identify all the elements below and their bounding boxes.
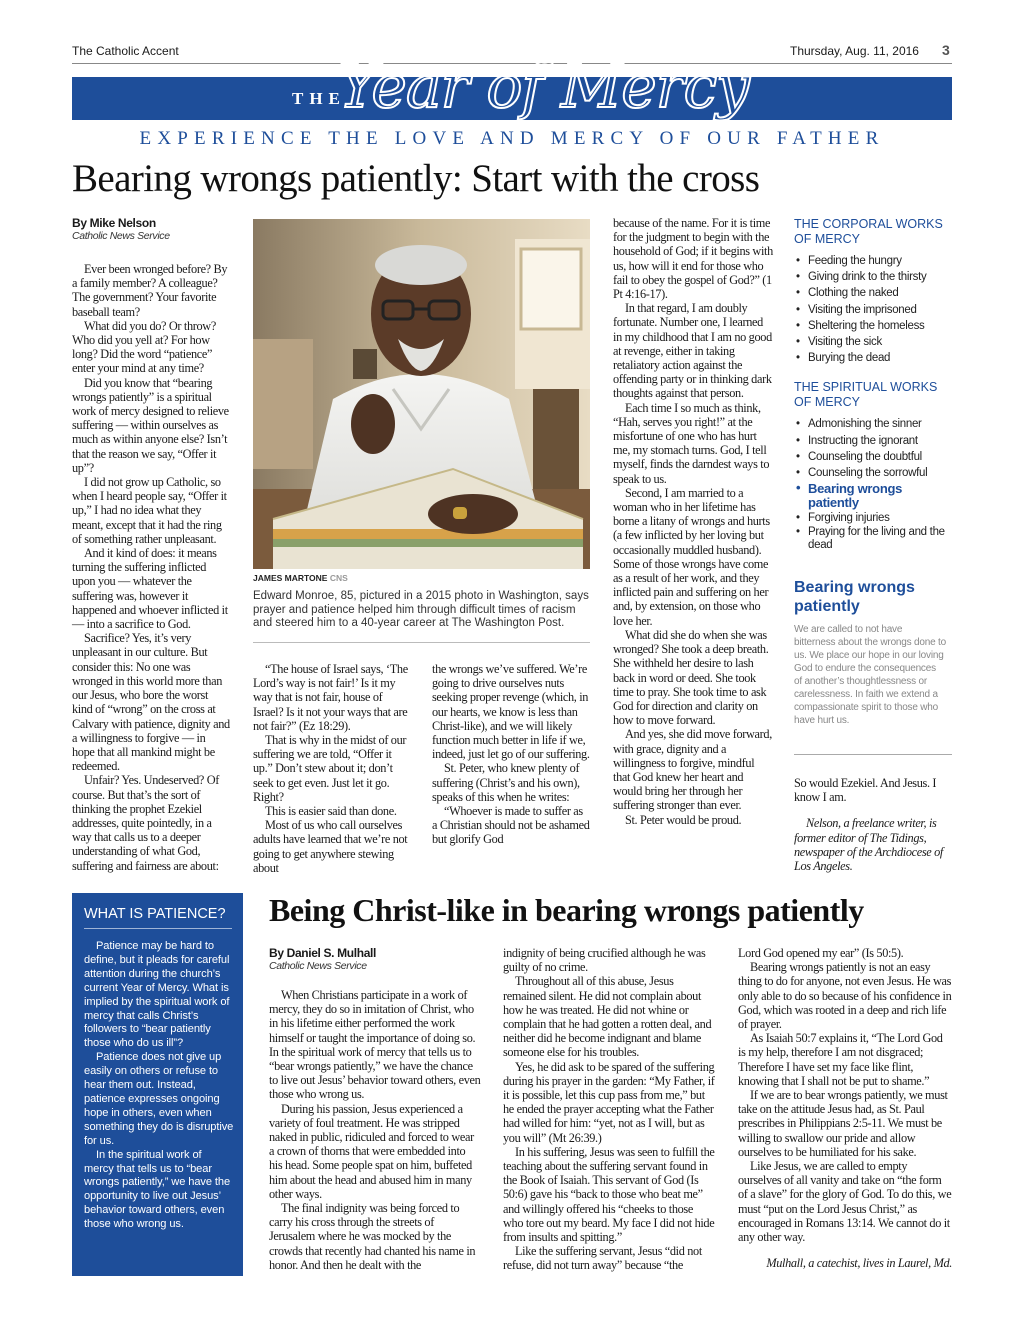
- list-item: • Counseling the sorrowful: [794, 465, 954, 481]
- article2-column-1: [269, 946, 481, 1272]
- list-item: • Sheltering the homeless: [794, 318, 954, 334]
- paragraph: St. Peter would be proud.: [625, 812, 742, 827]
- paragraph: Lord God opened my ear” (Is 50:5).: [738, 946, 904, 960]
- list-item: • Clothing the naked: [794, 285, 954, 301]
- paragraph: When Christians participate in a work of mercy, they do so in imitation of Christ, who in his lifetime either performed the work himself or taught the importance of doing so. In the spiritual work of mercy that tells us to “bear wrongs patiently,” we have the chance to live out Jesus’ behavior toward others, even those who wrong us.: [269, 988, 481, 1102]
- list-item: • Praying for the living and the dead: [794, 526, 954, 552]
- article2-column-2: [503, 946, 715, 1273]
- spiritual-works-title: THE SPIRITUAL WORKS OF MERCY: [794, 380, 938, 410]
- list-item: • Admonishing the sinner: [794, 416, 954, 432]
- publication-name: The Catholic Accent: [72, 44, 179, 58]
- paragraph: And it kind of does: it means turning the suffering inflicted upon you — whatever the suffering was, however it happened and whoever inflicted it — into a sacrifice to God.: [72, 546, 228, 632]
- paragraph: That is why in the midst of our suffering we are told, “Offer it up.” Don’t stew about it; don’t seek to get even. Just let it go. Right?: [253, 733, 407, 804]
- photo-illustration: [253, 219, 590, 569]
- list-item: • Counseling the doubtful: [794, 449, 954, 465]
- list-item: • Forgiving injuries: [794, 510, 954, 526]
- paragraph: What did she do when she was wronged? She took a deep breath. She withheld her desire to lash back in word or deed. She took time to pray. She took time to ask God for direction and clarity on how to move forward.: [613, 627, 769, 728]
- paragraph: Most of us who call ourselves adults have learned that we’re not going to get anywhere stewing about: [253, 818, 408, 875]
- paragraph: indignity of being crucified although he was guilty of no crime.: [503, 946, 706, 975]
- list-item: • Feeding the hungry: [794, 253, 954, 269]
- paragraph: Like the suffering servant, Jesus “did not refuse, did not turn away” because “the: [503, 1244, 702, 1273]
- list-item: • Visiting the imprisoned: [794, 302, 954, 318]
- spiritual-works-list: [794, 416, 954, 552]
- feature-text: We are called to not have bitterness about the wrongs done to us. We place our hope in our loving God to endure the consequences of another’s thoughtlessness or carelessness. In faith we extend a compassionate spirit to those who have hurt us.: [794, 624, 946, 727]
- paragraph: Throughout all of this abuse, Jesus remained silent. He did not complain about how he was treated. He did not whine or complain that he had gotten a rotten deal, and neither did he become indignant and blame someone else for his troubles.: [503, 974, 712, 1060]
- sidebar-rule: [794, 754, 952, 755]
- paragraph: Yes, he did ask to be spared of the suffering during his prayer in the garden: “My Father, if it is possible, let this cup pass from me,” but he ended the prayer accepting what the Father had willed for him: “yet, not as I will, but as you will” (Mt 26:39.): [503, 1059, 715, 1145]
- paragraph: Sacrifice? Yes, it’s very unpleasant in our culture. But consider this: No one was wronged in this world more than our Jesus, who bore the worst kind of “wrong” on the cross at Calvary with patience, dignity and a willingness to forgive — in hope that all mankind might be redeemed.: [72, 631, 230, 774]
- article2-affiliation: Catholic News Service: [269, 960, 367, 972]
- list-item: • Instructing the ignorant: [794, 433, 954, 449]
- article1-column-2: [253, 662, 411, 875]
- author-bio: Mulhall, a catechist, lives in Laurel, Md.: [766, 1256, 952, 1271]
- patience-box-title: WHAT IS PATIENCE?: [84, 906, 226, 922]
- article2-column-3: [738, 946, 952, 1270]
- paragraph: Ever been wronged before? By a family member? A colleague? The government? Your favorite baseball team?: [72, 262, 228, 319]
- list-item-highlighted: • Bearing wrongs patiently: [794, 481, 954, 510]
- list-item: • Burying the dead: [794, 350, 954, 366]
- photo-credit: [253, 573, 348, 583]
- article1-headline: Bearing wrongs patiently: Start with the cross: [72, 157, 760, 200]
- paragraph: So would Ezekiel. And Jesus. I know I am.: [794, 776, 937, 805]
- issue-date: Thursday, Aug. 11, 2016: [790, 44, 919, 58]
- paragraph: Patience does not give up easily on others or refuse to hear them out. Instead, patience expresses ongoing hope in others, even when something they do is disruptive for us.: [84, 1051, 234, 1147]
- paragraph: the wrongs we’ve suffered. We’re going to drive ourselves nuts seeking proper revenge (which, in our hearts, we know is less than Christ-like), and we will likely function much better in life if we, indeed, just let go of our suffering.: [432, 662, 590, 762]
- photo-credit-name: JAMES MARTONE: [253, 573, 328, 583]
- article1-column-1: [72, 216, 230, 873]
- corporal-works-list: [794, 253, 954, 366]
- article2-headline: Being Christ-like in bearing wrongs patiently: [269, 892, 864, 928]
- paragraph: because of the name. For it is time for the judgment to begin with the household of God; if it begins with us, how will it end for those who fail to obey the gospel of God?” (1 Pt 4:16-17).: [613, 216, 773, 302]
- paragraph: In his suffering, Jesus was seen to fulfill the teaching about the suffering servant found in the Book of Isaiah. This servant of God (Is 50:6) gave his “back to those who beat me” and willingly offered his “cheeks to those who tore out my beard. My face I did not hide from insults and spitting.”: [503, 1144, 715, 1245]
- corporal-works-title: THE CORPORAL WORKS OF MERCY: [794, 217, 943, 246]
- paragraph: Did you know that “bearing wrongs patiently” is a spiritual work of mercy designed to relieve suffering — within ourselves as much as within anyone else? Isn’t that the reason we say, “Offer it up”?: [72, 375, 229, 475]
- feature-title: Bearing wrongs patiently: [794, 579, 915, 616]
- banner-script-title: Year of Mercy: [338, 52, 749, 122]
- patience-box-text: [84, 940, 234, 1232]
- article1-column-4: [613, 216, 773, 827]
- article2-byline: By Daniel S. Mulhall: [269, 946, 377, 960]
- paragraph: “The house of Israel says, ‘The Lord’s way is not fair!’ Is it my way that is not fair, house of Israel? Is it not your ways that are not fair?” (Ez 18:29).: [253, 662, 408, 733]
- author-bio: Nelson, a freelance writer, is former editor of The Tidings, newspaper of the Archdiocese of Los Angeles.: [794, 816, 943, 874]
- banner-tagline: EXPERIENCE THE LOVE AND MERCY OF OUR FATHER: [139, 128, 885, 149]
- page-number: 3: [942, 42, 950, 58]
- patience-box-rule: [84, 928, 232, 929]
- paragraph: What did you do? Or throw? Who did you yell at? For how long? Did the word “patience” enter your mind at any time?: [72, 318, 216, 376]
- paragraph: During his passion, Jesus experienced a variety of foul treatment. He was stripped naked in public, ridiculed and forced to wear a crown of thorns that were embedded into his head. Some people spat on him, buffeted him about the head and abused him in many other ways.: [269, 1101, 474, 1201]
- paragraph: The final indignity was being forced to carry his cross through the streets of Jerusalem where he was mocked by the crowds that recently had chanted his name in honor. And then he dealt with the: [269, 1201, 476, 1272]
- paragraph: I did not grow up Catholic, so when I heard people say, “Offer it up,” I had no idea what they meant, except that it had the ring of something rather unpleasant.: [72, 475, 227, 546]
- list-item: • Visiting the sick: [794, 334, 954, 350]
- caption-rule: [253, 642, 590, 643]
- works-of-mercy-sidebar: [794, 217, 954, 727]
- paragraph: St. Peter, who knew plenty of suffering (Christ’s and his own), speaks of this when he writes:: [432, 761, 580, 804]
- banner-the: THE: [292, 89, 346, 108]
- paragraph: In the spiritual work of mercy that tells us to “bear wrongs patiently,” we have the opportunity to live out Jesus’ behavior toward others, even those who wrong us.: [84, 1148, 231, 1231]
- paragraph: Each time I so much as think, “Hah, serves you right!” at the misfortune of one who has hurt me, my stomach turns. God, I tell myself, finds the darndest ways to speak to us.: [613, 400, 770, 486]
- paragraph: Second, I am married to a woman who in her lifetime has borne a litany of wrongs and hurts (a few inflicted by her loving but occasionally muddled husband). Some of those wrongs have come as a result of her work, and they inflicted pain and suffering on her and, by extension, on those who love her.: [613, 485, 770, 628]
- list-item: • Giving drink to the thirsty: [794, 269, 954, 285]
- article1-column-3: [432, 662, 590, 847]
- paragraph: Bearing wrongs patiently is not an easy thing to do for anyone, not even Jesus. He was only able to do so because of his confidence in God, which was rooted in a deep and rich life of prayer.: [738, 960, 952, 1032]
- photo-caption: Edward Monroe, 85, pictured in a 2015 photo in Washington, says prayer and patience helped him through difficult times of racism and steered him to a 40-year career at The Washington Post.: [253, 590, 589, 629]
- paragraph: Patience may be hard to define, but it pleads for careful attention during the church’s current Year of Mercy. What is implied by the spiritual work of mercy that calls Christ’s followers to “bear patiently those who do us ill”?: [84, 940, 230, 1050]
- paragraph: And yes, she did move forward, with grace, dignity and a willingness to forgive, mindful that God knew her heart and would bring her through her suffering stronger than ever.: [613, 727, 772, 813]
- paragraph: This is easier said than done.: [265, 804, 397, 819]
- paragraph: Unfair? Yes. Undeserved? Of course. But that’s the sort of thinking the prophet Ezekiel addresses, quite pointedly, in a way that calls us to a deeper understanding of what God, suffering and fairness are about:: [72, 773, 219, 873]
- paragraph: As Isaiah 50:7 explains it, “The Lord God is my help, therefore I am not disgraced; Therefore I have set my face like flint, knowing that I shall not be put to shame.”: [738, 1031, 943, 1088]
- edward-monroe-photo: [253, 219, 590, 569]
- paragraph: Like Jesus, we are called to empty ourselves of all vanity and take on “the form of a slave” for the glory of God. To do this, we must “put on the Lord Jesus Christ,” as encouraged in Romans 13:14. We cannot do it any other way.: [738, 1159, 952, 1245]
- article1-affiliation: Catholic News Service: [72, 230, 170, 242]
- paragraph: In that regard, I am doubly fortunate. Number one, I learned in my childhood that I am no good at revenge, either in taking retaliatory action against the offending party or in thinking dark thoughts against that person.: [613, 301, 772, 401]
- paragraph: If we are to bear wrongs patiently, we must take on the attitude Jesus had, as St. Paul prescribes in Philippians 2:5-11. We must be willing to swallow our pride and allow ourselves to be humiliated for his sake.: [738, 1088, 948, 1159]
- photo-credit-agency: CNS: [329, 573, 348, 583]
- article1-byline: By Mike Nelson: [72, 216, 156, 230]
- paragraph: “Whoever is made to suffer as a Christian should not be ashamed but glorify God: [432, 804, 590, 847]
- article1-ending: [794, 776, 952, 873]
